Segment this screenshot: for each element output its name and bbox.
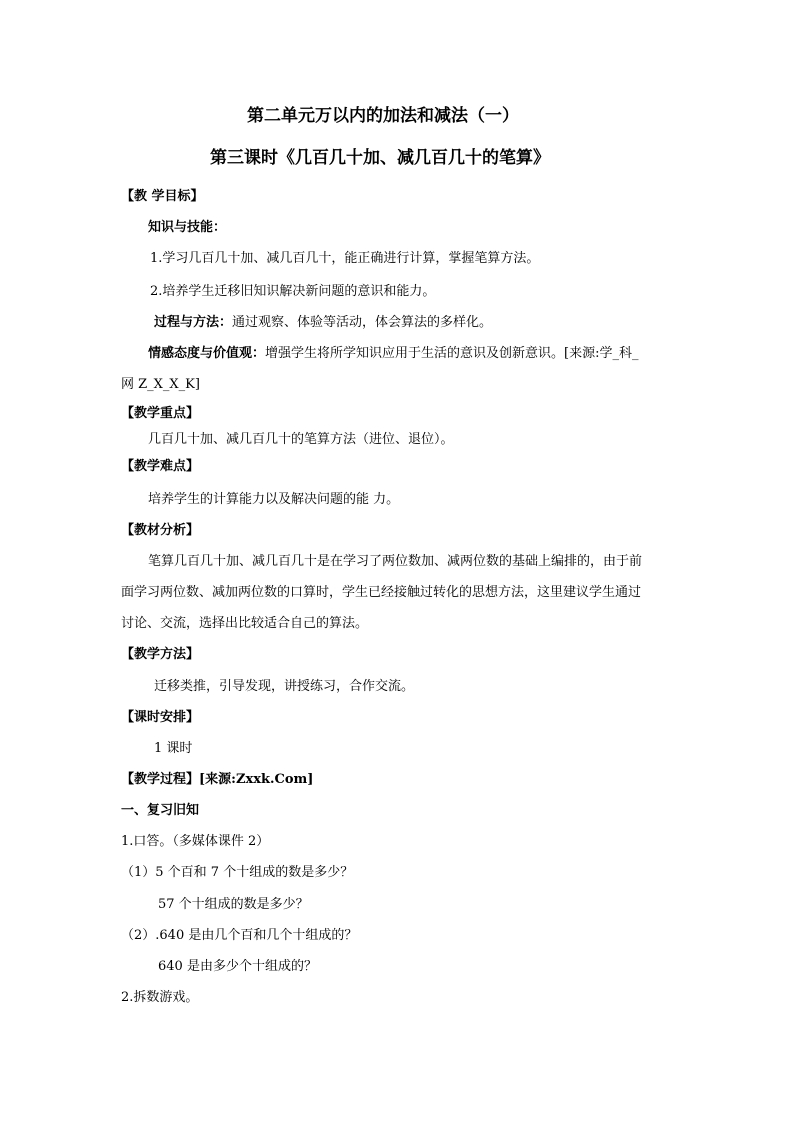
emotion-label: 情感态度与价值观：	[148, 346, 266, 361]
methods-heading: 【教学方法】	[121, 647, 200, 662]
page-subtitle: 第三课时《几百几十加、减几百几十的笔算》	[210, 148, 550, 168]
process-method-text: 通过观察、体验等活动，体会算法的多样化。	[232, 315, 493, 330]
objective-item-1: 1.学习几百几十加、减几百几十，能正确进行计算，掌握笔算方法。	[150, 251, 540, 266]
analysis-line-3: 讨论、交流，选择出比较适合自己的算法。	[121, 616, 369, 631]
analysis-line-1: 笔算几百几十加、减几百几十是在学习了两位数加、减两位数的基础上编排的，由于前	[148, 554, 643, 569]
emotion-text: 增强学生将所学知识应用于生活的意识及创新意识。[来源:学_科_	[265, 346, 639, 361]
analysis-heading: 【教材分析】	[121, 523, 200, 538]
objectives-heading: 【教 学目标】	[121, 189, 204, 204]
question-2a: （2）.640 是由几个百和几个十组成的？	[121, 928, 358, 943]
schedule-heading: 【课时安排】	[121, 710, 200, 725]
process-method-line	[154, 314, 492, 332]
page-title: 第二单元万以内的加法和减法（一）	[247, 106, 519, 126]
review-section-title: 一、复习旧知	[121, 803, 200, 818]
objective-item-2: 2.培养学生迁移旧知识解决新问题的意识和能力。	[150, 284, 436, 299]
emotion-text-continued: 网 Z_X_X_K]	[121, 377, 200, 392]
methods-text: 迁移类推，引导发现，讲授练习，合作交流。	[154, 679, 415, 694]
key-points-text: 几百几十加、减几百几十的笔算方法（进位、退位）。	[148, 432, 454, 447]
knowledge-label: 知识与技能：	[148, 220, 227, 235]
key-points-heading: 【教学重点】	[121, 406, 200, 421]
oral-answer-item: 1.口答。（多媒体课件 2）	[121, 834, 270, 849]
number-split-game: 2.拆数游戏。	[121, 990, 199, 1005]
analysis-line-2: 面学习两位数、减加两位数的口算时，学生已经接触过转化的思想方法，这里建议学生通过	[121, 585, 642, 600]
difficulties-heading: 【教学难点】	[121, 459, 200, 474]
schedule-text: 1 课时	[154, 741, 193, 756]
process-method-label: 过程与方法：	[154, 315, 233, 330]
question-1b: 57 个十组成的数是多少？	[158, 897, 309, 912]
difficulties-text: 培养学生的计算能力以及解决问题的能 力。	[148, 492, 400, 507]
question-2b: 640 是由多少个十组成的？	[158, 959, 317, 974]
question-1a: （1）5 个百和 7 个十组成的数是多少？	[121, 865, 354, 880]
process-heading: 【教学过程】[来源:Zxxk.Com]	[121, 772, 314, 787]
emotion-line	[148, 345, 638, 363]
